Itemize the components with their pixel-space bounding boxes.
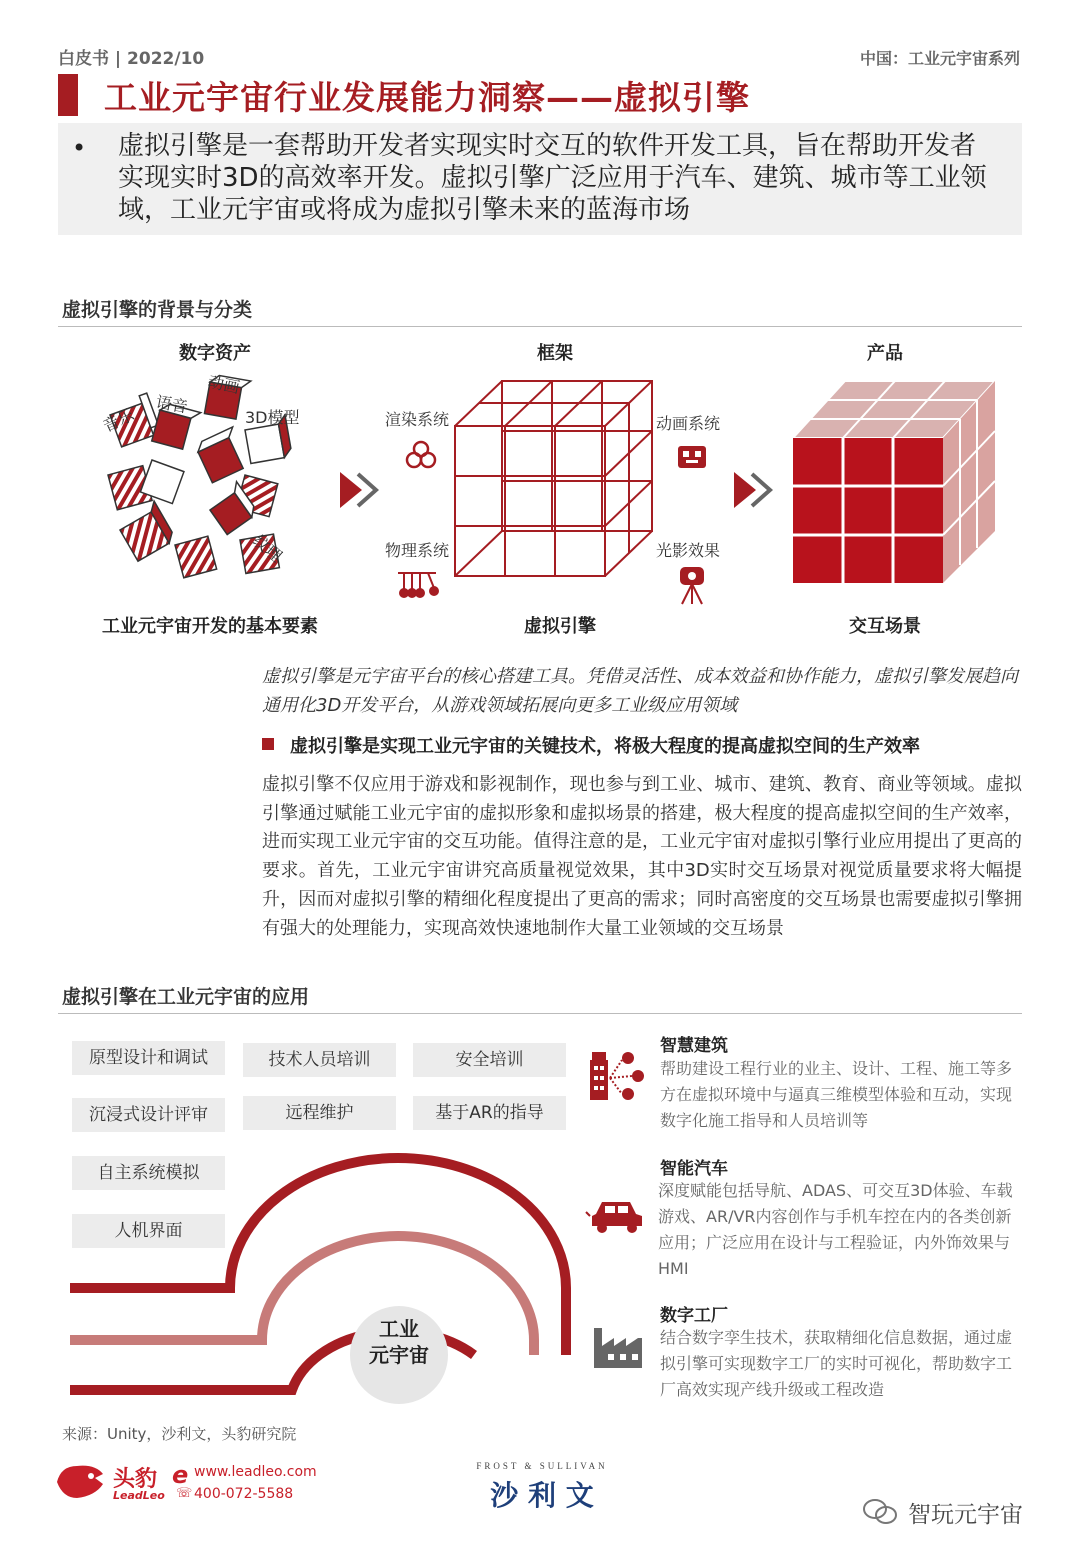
col-label-digital-assets: 数字资产: [179, 343, 251, 364]
body-paragraph: 虚拟引擎不仅应用于游戏和影视制作，现也参与到工业、城市、建筑、教育、商业等领域。虚拟引擎通过赋能工业元宇宙的虚拟形象和虚拟场景的搭建，极大程度的提高虚拟空间的生产效率，进而实现工业元宇宙的交互功能。值得注意的是，工业元宇宙对虚拟引擎行业应用提出了更高的要求。首先，工业元宇宙讲究高质量视觉效果，其中3D实时交互场景对视觉质量要求将大幅提升，因而对虚拟引擎的精细化程度提出了更高的需求；同时高密度的交互场景也需要虚拟引擎拥有强大的处理能力，实现高效快速地制作大量工业领域的交互场景: [262, 774, 1022, 939]
key-point-marker: [262, 738, 274, 750]
industry-desc-smart-building: 帮助建设工程行业的业主、设计、工程、施工等多方在虚拟环境中与逼真三维模型体验和互动，实现数字化施工指导和人员培训等: [660, 1059, 1013, 1130]
tag-music: 音乐: [99, 405, 137, 436]
section-title-background: 虚拟引擎的背景与分类: [62, 299, 253, 321]
col-label-framework: 框架: [537, 343, 573, 364]
website-link[interactable]: www.leadleo.com: [194, 1464, 317, 1480]
arrow-right-icon: [734, 470, 778, 510]
col-caption-virtual-engine: 虚拟引擎: [524, 616, 596, 637]
frost-sullivan-en: FROST & SULLIVAN: [476, 1461, 608, 1471]
industry-title-smart-building: 智慧建筑: [660, 1036, 728, 1056]
label-physics-system: 物理系统: [385, 541, 450, 560]
wechat-account: 智玩元宇宙: [908, 1502, 1023, 1528]
page-title: 工业元宇宙行业发展能力洞察——虚拟引擎: [104, 78, 750, 117]
col-label-product: 产品: [867, 343, 903, 364]
physics-system-icon: [396, 570, 438, 600]
leadleo-cn: 头豹: [113, 1467, 158, 1492]
product-cube-illustration: [790, 378, 1000, 588]
e-logo-icon: e: [172, 1461, 189, 1489]
summary-bullet: •: [72, 134, 87, 162]
factory-icon: [592, 1326, 644, 1370]
render-system-icon: [404, 440, 438, 470]
section-title-application: 虚拟引擎在工业元宇宙的应用: [62, 986, 310, 1008]
animation-system-icon: [676, 444, 708, 470]
source-note: 来源：Unity，沙利文，头豹研究院: [62, 1425, 297, 1443]
app-tech-training: 技术人员培训: [243, 1043, 396, 1077]
light-effects-icon: [678, 566, 706, 606]
col-caption-interactive-scene: 交互场景: [849, 616, 921, 637]
center-label-line1: 工业: [379, 1317, 419, 1341]
app-hmi: 人机界面: [72, 1214, 225, 1248]
engine-note: 虚拟引擎是元宇宙平台的核心搭建工具。凭借灵活性、成本效益和协作能力，虚拟引擎发展趋向通用化3D开发平台，从游戏领域拓展向更多工业级应用领域: [262, 666, 1018, 716]
digital-assets-illustration: [90, 360, 330, 600]
label-render-system: 渲染系统: [385, 410, 450, 429]
series-name: 中国：工业元宇宙系列: [859, 49, 1020, 68]
app-safety-training: 安全培训: [413, 1043, 566, 1077]
building-network-icon: [588, 1050, 648, 1102]
app-immersive-review: 沉浸式设计评审: [72, 1098, 225, 1132]
industry-title-digital-factory: 数字工厂: [660, 1306, 728, 1326]
app-prototype-design: 原型设计和调试: [72, 1041, 225, 1075]
frost-sullivan-cn: 沙 利 文: [490, 1479, 594, 1512]
app-ar-guidance: 基于AR的指导: [413, 1096, 566, 1130]
framework-grid-illustration: [452, 378, 662, 588]
tag-voice: 语音: [154, 392, 190, 417]
key-point-heading: 虚拟引擎是实现工业元宇宙的关键技术，将极大程度的提高虚拟空间的生产效率: [290, 736, 920, 757]
col-caption-basic-elements: 工业元宇宙开发的基本要素: [102, 616, 318, 637]
leadleo-logo-icon: [55, 1462, 107, 1502]
app-autonomous-sim: 自主系统模拟: [72, 1156, 225, 1190]
phone-number: 400-072-5588: [194, 1486, 294, 1502]
wechat-icon: [862, 1497, 898, 1527]
tag-texture: 纹理: [248, 530, 286, 566]
arrow-right-icon: [340, 470, 384, 510]
leadleo-en: LeadLeo: [113, 1489, 165, 1502]
center-label: [350, 1316, 448, 1368]
section-divider: [58, 326, 1022, 327]
industry-desc-digital-factory: 结合数字孪生技术，获取精细化信息数据，通过虚拟引擎可实现数字工厂的实时可视化，帮助数字工厂高效实现产线升级或工程改造: [660, 1328, 1013, 1399]
summary-text: 虚拟引擎是一套帮助开发者实现实时交互的软件开发工具，旨在帮助开发者实现实时3D的高效率开发。虚拟引擎广泛应用于汽车、建筑、城市等工业领域，工业元宇宙或将成为虚拟引擎未来的蓝海市场: [118, 131, 987, 225]
doc-type-date: 白皮书 | 2022/10: [58, 49, 205, 69]
industry-desc-smart-car: 深度赋能包括导航、ADAS、可交互3D体验、车载游戏、AR/VR内容创作与手机车控在内的各类创新应用；广泛应用在设计与工程验证，内外饰效果与HMI: [658, 1181, 1013, 1278]
title-accent-bar: [58, 74, 78, 116]
center-label-line2: 元宇宙: [369, 1343, 429, 1367]
industry-title-smart-car: 智能汽车: [660, 1159, 728, 1179]
label-light-effects: 光影效果: [656, 541, 721, 560]
phone-icon: ☏: [176, 1486, 193, 1501]
tag-3d-model: 3D模型: [245, 408, 300, 427]
app-remote-maintenance: 远程维护: [243, 1096, 396, 1130]
electric-car-icon: [586, 1196, 646, 1236]
section-divider: [58, 1013, 1022, 1014]
label-animation-system: 动画系统: [656, 414, 721, 433]
tag-animation: 动画: [206, 371, 242, 398]
